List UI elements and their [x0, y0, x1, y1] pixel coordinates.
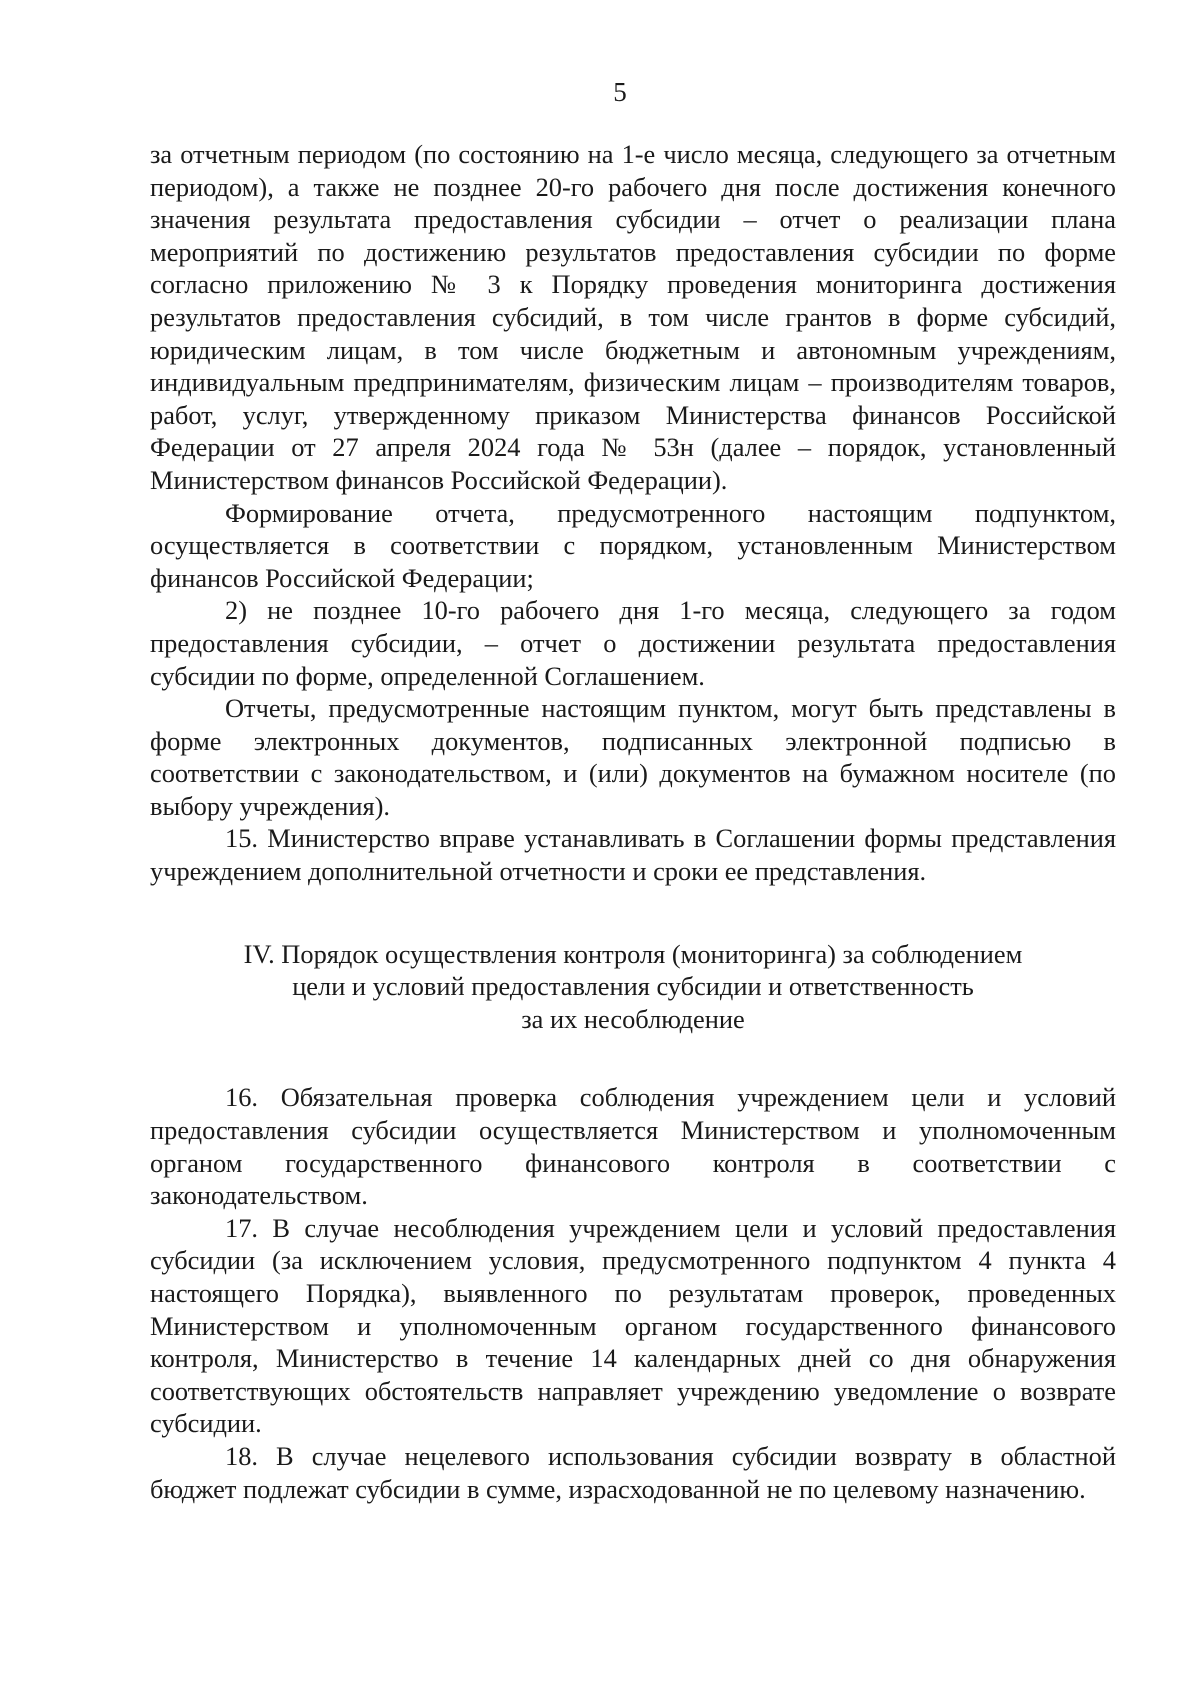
- document-body: [150, 138, 1116, 1505]
- paragraph-subitem-2: 2) не позднее 10-го рабочего дня 1-го месяца, следующего за годом предоставления субсидии, – отчет о достижении результата предоставления субсидии по форме, определенной Соглашением.: [150, 595, 1116, 691]
- section-heading: [150, 938, 1116, 1036]
- section-heading-line-3: за их несоблюдение: [521, 1003, 745, 1034]
- paragraph-item-16: 16. Обязательная проверка соблюдения учреждением цели и условий предоставления субсидии осуществляется Министерством и уполномоченным органом государственного финансового контроля в соответствии с законодательством.: [150, 1082, 1116, 1211]
- paragraph-reports-format: Отчеты, предусмотренные настоящим пунктом, могут быть представлены в форме электронных документов, подписанных электронной подписью в соответствии с законодательством, и (или) документов на бумажном носителе (по выбору учреждения).: [150, 693, 1116, 821]
- paragraph-continuation: за отчетным периодом (по состоянию на 1-е число месяца, следующего за отчетным периодом), а также не позднее 20-го рабочего дня после достижения конечного значения результата предоставления субсидии – отчет о реализации плана мероприятий по достижению результатов предоставления субсидии по форме согласно приложению № 3 к Порядку проведения мониторинга достижения результатов предоставления субсидий, в том числе грантов в форме субсидий, юридическим лицам, в том числе бюджетным и автономным учреждениям, индивидуальным предпринимателям, физическим лицам – производителям товаров, работ, услуг, утвержденному приказом Министерства финансов Российской Федерации от 27 апреля 2024 года № 53н (далее – порядок, установленный Министерством финансов Российской Федерации).: [150, 139, 1116, 495]
- section-heading-line-2: цели и условий предоставления субсидии и ответственность: [292, 971, 974, 1002]
- paragraph-report-formation: Формирование отчета, предусмотренного настоящим подпунктом, осуществляется в соответствии с порядком, установленным Министерством финансов Российской Федерации;: [150, 497, 1116, 593]
- paragraph-item-15: 15. Министерство вправе устанавливать в Соглашении формы представления учреждением дополнительной отчетности и сроки ее представления.: [150, 823, 1116, 887]
- section-heading-line-1: IV. Порядок осуществления контроля (мониторинга) за соблюдением: [243, 938, 1023, 969]
- paragraph-item-17: 17. В случае несоблюдения учреждением цели и условий предоставления субсидии (за исключением условия, предусмотренного подпунктом 4 пункта 4 настоящего Порядка), выявленного по результатам проверок, проведенных Министерством и уполномоченным органом государственного финансового контроля, Министерство в течение 14 календарных дней со дня обнаружения соответствующих обстоятельств направляет учреждению уведомление о возврате субсидии.: [150, 1212, 1116, 1439]
- paragraph-item-18: 18. В случае нецелевого использования субсидии возврату в областной бюджет подлежат субсидии в сумме, израсходованной не по целевому назначению.: [150, 1440, 1116, 1504]
- page-number: 5: [613, 77, 627, 107]
